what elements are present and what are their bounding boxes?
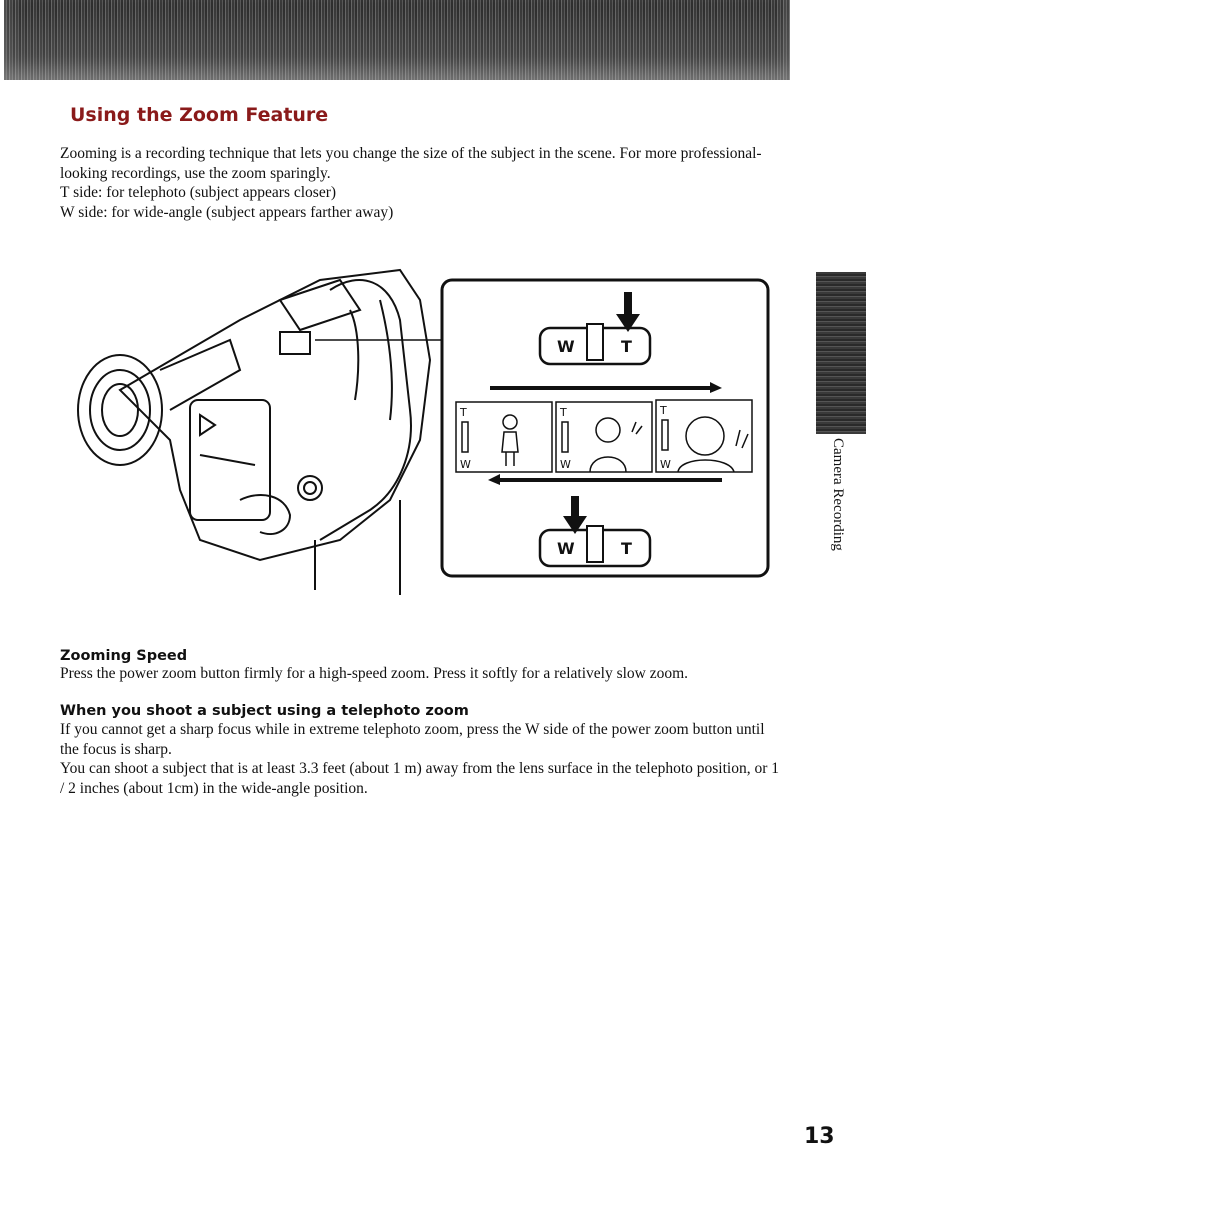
- frame-1-w-label: W: [460, 458, 471, 471]
- button-w-label: W: [557, 337, 575, 356]
- page-number: 13: [804, 1124, 835, 1149]
- telephoto-text-2: You can shoot a subject that is at least 3.3 feet (about 1 m) away from the lens surface in the telephoto position, or 1 / 2 inches (about 1cm) in the wide-angle position.: [60, 760, 780, 797]
- zoom-inset-panel: [442, 280, 768, 576]
- intro-paragraph: Zooming is a recording technique that lets you change the size of the subject in the scene. For more professional-looking recordings, use the zoom sparingly.: [60, 145, 762, 182]
- button-t-label-2: T: [621, 539, 632, 558]
- intro-text: [60, 144, 780, 222]
- frame-1-t-label: T: [460, 406, 467, 419]
- frame-3-t-label: T: [660, 404, 667, 417]
- button-t-label: T: [621, 337, 632, 356]
- frame-2-w-label: W: [560, 458, 571, 471]
- zooming-speed-text: Press the power zoom button firmly for a high-speed zoom. Press it softly for a relatively slow zoom.: [60, 665, 689, 682]
- telephoto-text-1: If you cannot get a sharp focus while in extreme telephoto zoom, press the W side of the power zoom button until the focus is sharp.: [60, 721, 765, 758]
- telephoto-heading: When you shoot a subject using a telephoto zoom: [60, 703, 469, 719]
- telephoto-text: [60, 720, 780, 798]
- section-tab-label: Camera Recording: [830, 438, 846, 551]
- header-banner: [4, 0, 790, 80]
- camcorder-drawing: [78, 270, 450, 595]
- frame-3-w-label: W: [660, 458, 671, 471]
- zooming-speed-heading: Zooming Speed: [60, 648, 188, 664]
- w-side-line: W side: for wide-angle (subject appears farther away): [60, 203, 394, 221]
- section-tab: [816, 272, 866, 434]
- zoom-illustration: [60, 240, 780, 640]
- button-w-label-2: W: [557, 539, 575, 558]
- t-side-line: T side: for telephoto (subject appears closer): [60, 184, 337, 201]
- page-title: Using the Zoom Feature: [70, 104, 329, 126]
- frame-2-t-label: T: [560, 406, 567, 419]
